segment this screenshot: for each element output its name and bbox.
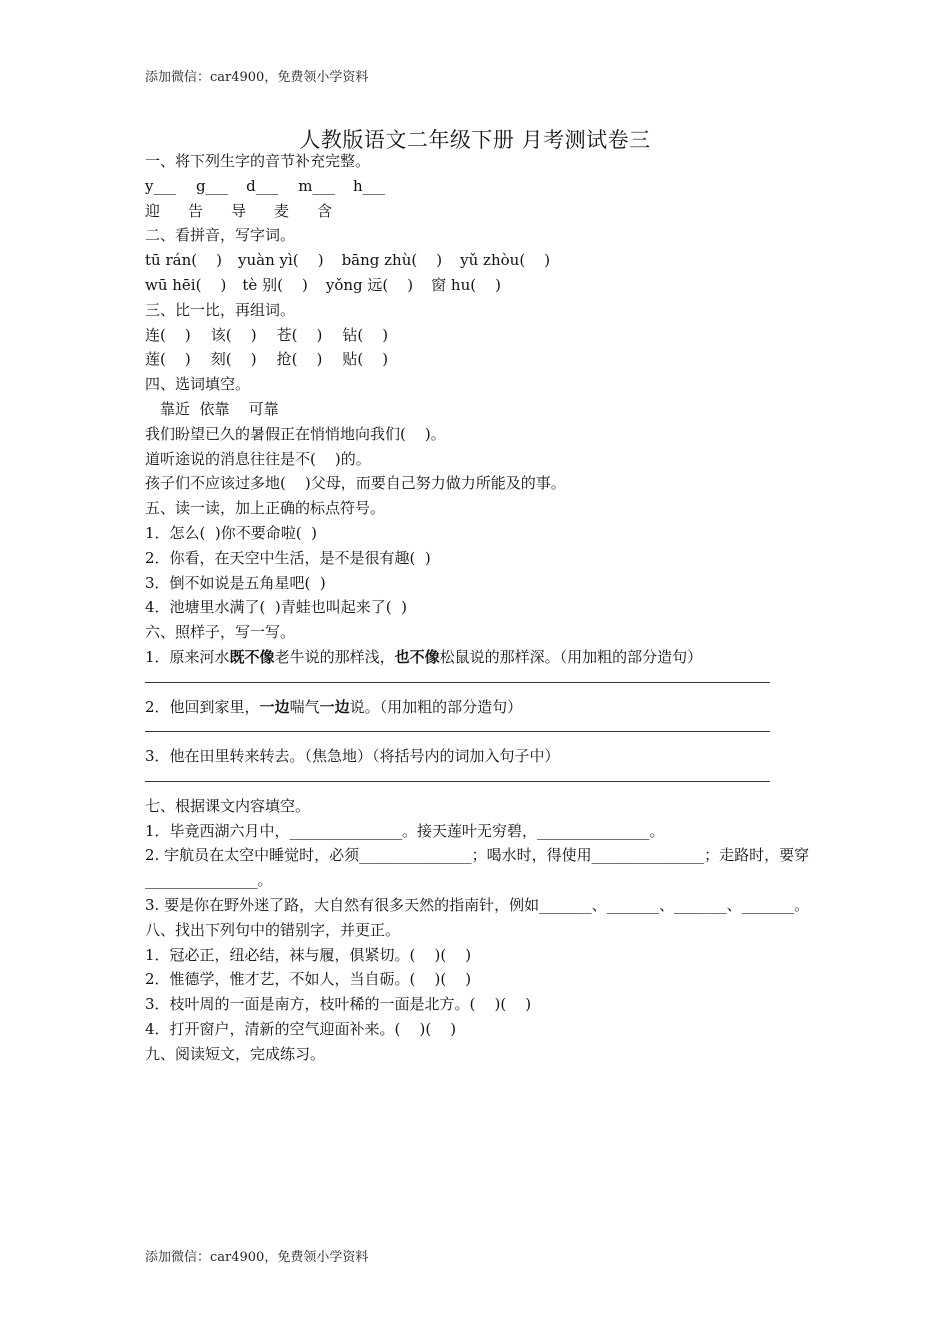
pinyin-word-blank[interactable]: yǒng 远( ) [325,275,414,294]
answer-line[interactable] [145,719,825,744]
sentence-text: 2．他回到家里， [145,697,260,716]
punctuation-question[interactable]: 1．怎么( )你不要命啦( ) [145,523,318,542]
pinyin-word-blank[interactable]: yuàn yì( ) [238,251,324,270]
fill-question[interactable]: 我们盼望已久的暑假正在悄悄地向我们( )。 [145,424,446,443]
word-blank[interactable]: 贴( ) [342,350,389,369]
section-1-heading: 一、将下列生字的音节补充完整。 [145,152,371,170]
sentence-text: 老牛说的那样浅， [274,647,395,666]
sentence-text: 1．原来河水 [145,647,230,666]
pinyin-blank[interactable]: m___ [298,176,335,195]
pinyin-word-blank[interactable]: tè 别( ) [242,275,308,294]
section-9-heading: 九、阅读短文，完成练习。 [145,1044,326,1063]
page-title: 人教版语文二年级下册 月考测试卷三 [299,128,651,152]
section-7-heading: 七、根据课文内容填空。 [145,796,311,815]
punctuation-question[interactable]: 2．你看，在天空中生活，是不是很有趣( ) [145,548,431,567]
punctuation-question[interactable]: 4．池塘里水满了( )青蛙也叫起来了( ) [145,598,408,617]
pinyin-words-row-1 [145,248,825,273]
pinyin-word-blank[interactable]: tū rán( ) [145,251,223,270]
punctuation-question[interactable]: 3．倒不如说是五角星吧( ) [145,573,326,592]
typo-question[interactable]: 4．打开窗户，清新的空气迎面补来。( )( ) [145,1019,457,1038]
pinyin-word-blank[interactable]: yǔ zhòu( ) [460,251,551,270]
typo-question[interactable]: 1．冠必正，纽必结，袜与履，俱紧切。( )( ) [145,945,472,964]
pinyin-word-blank[interactable]: wū hēi( ) [145,275,227,294]
fill-question[interactable]: 孩子们不应该过多地( )父母，而要自己努力做力所能及的事。 [145,474,566,493]
bold-phrase: 一边 [319,697,350,716]
char: 麦 [274,201,290,220]
compare-row-2 [145,347,825,372]
pinyin-word-blank[interactable]: 窗 hu( ) [431,275,502,294]
section-6-heading: 六、照样子，写一写。 [145,623,296,642]
section-8-heading: 八、找出下列句中的错别字，并更正。 [145,920,401,939]
section-2-heading: 二、看拼音，写字词。 [145,226,296,245]
bold-phrase: 也不像 [394,647,440,666]
compare-row-1 [145,323,825,348]
word-choices: 靠近 依靠 可靠 [160,399,279,418]
word-blank[interactable]: 莲( ) [145,350,191,369]
pinyin-blank[interactable]: y___ [145,176,176,195]
text-fill-question[interactable]: 2. 宇航员在太空中睡觉时，必须_______________；喝水时，得使用_______________；走路时，要穿_______________。 [145,846,810,890]
sentence-text: 说。（用加粗的部分造句） [349,697,523,716]
pinyin-blank[interactable]: d___ [246,176,279,195]
text-fill-question[interactable]: 3. 要是你在野外迷了路，大自然有很多天然的指南针，例如_______、_______、_______、_______。 [145,895,810,914]
word-blank[interactable]: 钻( ) [342,325,389,344]
fill-question[interactable]: 道听途说的消息往往是不( )的。 [145,449,371,468]
bold-phrase: 一边 [259,697,290,716]
char: 导 [231,201,247,220]
section-3-heading: 三、比一比，再组词。 [145,300,296,319]
bold-phrase: 既不像 [229,647,275,666]
example-sentence-1 [145,645,825,670]
pinyin-word-blank[interactable]: bāng zhù( ) [341,251,443,270]
answer-line[interactable] [145,769,825,794]
text-fill-question[interactable]: 1．毕竟西湖六月中，_______________。接天莲叶无穷碧，_______________。 [145,821,665,840]
char: 迎 [145,201,161,220]
word-blank[interactable]: 苍( ) [276,325,323,344]
word-blank[interactable]: 抢( ) [276,350,323,369]
word-blank[interactable]: 连( ) [145,325,191,344]
pinyin-blank[interactable]: g___ [195,176,229,195]
section-4-heading: 四、选词填空。 [145,375,251,394]
section-5-heading: 五、读一读，加上正确的标点符号。 [145,499,386,518]
char: 告 [188,201,204,220]
exam-content [145,149,825,1066]
pinyin-row [145,174,825,199]
sentence-text: 喘气 [289,697,320,716]
answer-line[interactable] [145,670,825,695]
example-sentence-2 [145,695,825,720]
typo-question[interactable]: 3．枝叶周的一面是南方，枝叶稀的一面是北方。( )( ) [145,995,532,1014]
sentence-text: 松鼠说的那样深。（用加粗的部分造句） [439,647,703,666]
char-row [145,199,825,224]
page-footer: 添加微信：car4900，免费领小学资料 [145,1250,369,1265]
typo-question[interactable]: 2．惟德学，惟才艺，不如人，当自砺。( )( ) [145,970,472,989]
example-sentence-3: 3．他在田里转来转去。（焦急地）（将括号内的词加入句子中） [145,747,560,766]
word-blank[interactable]: 刻( ) [210,350,257,369]
word-blank[interactable]: 该( ) [210,325,257,344]
page-header: 添加微信：car4900，免费领小学资料 [145,70,369,85]
pinyin-blank[interactable]: h___ [352,176,386,195]
pinyin-words-row-2 [145,273,825,298]
char: 含 [317,201,333,220]
